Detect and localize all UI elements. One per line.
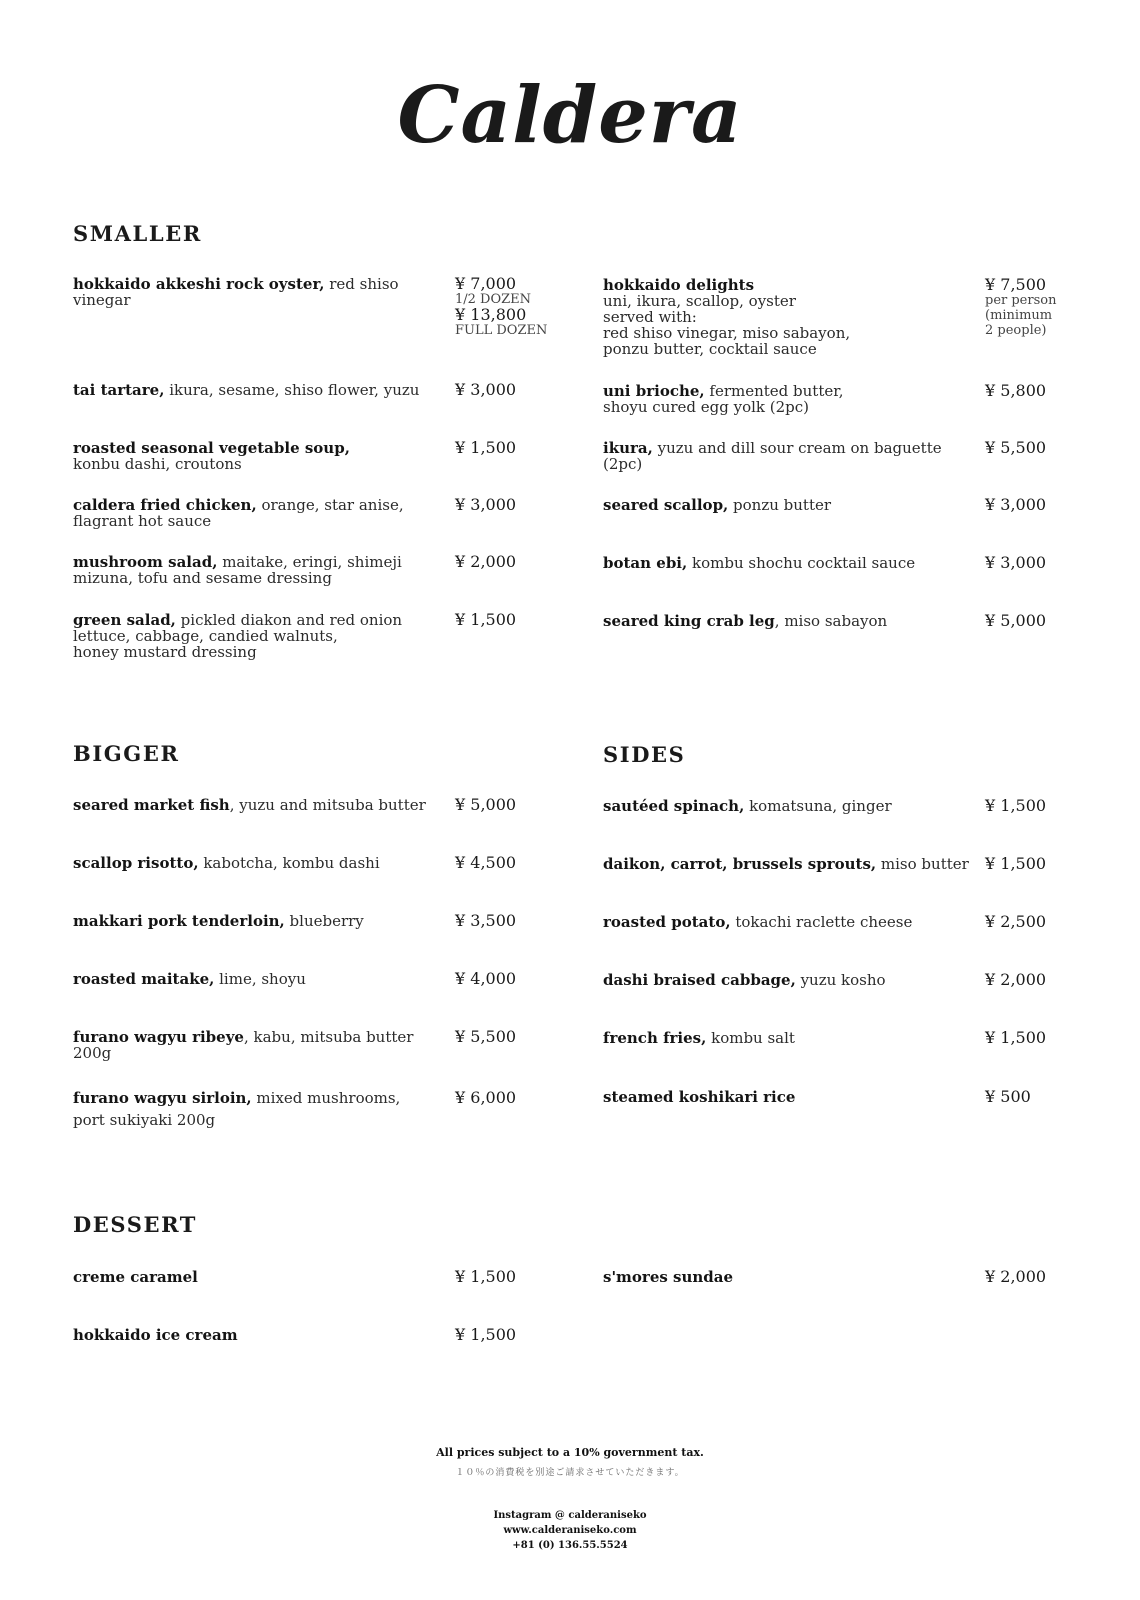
price-fried-chicken: ¥ 3,000 — [455, 495, 517, 514]
section-title-dessert: DESSERT — [73, 1212, 198, 1237]
menu-item-roasted-potato — [603, 914, 973, 930]
price-braised-cabbage: ¥ 2,000 — [985, 970, 1047, 989]
menu-item-market-fish — [73, 797, 443, 813]
menu-item-pork-tenderloin — [73, 913, 443, 929]
item-desc-line2: port sukiyaki 200g — [73, 1111, 216, 1129]
section-title-smaller: SMALLER — [73, 221, 202, 246]
item-desc: tokachi raclette cheese — [730, 913, 913, 931]
item-desc-line2: flagrant hot sauce — [73, 512, 212, 530]
item-desc: uni, ikura, scallop, oyster — [603, 292, 796, 310]
menu-item-ice-cream — [73, 1327, 443, 1343]
price-roasted-potato: ¥ 2,500 — [985, 912, 1047, 931]
menu-item-scallop-risotto — [73, 855, 443, 871]
instagram-handle: Instagram @ calderaniseko — [493, 1510, 647, 1521]
menu-item-seared-scallop — [603, 497, 973, 513]
price-value: ¥ 7,500 — [985, 275, 1047, 294]
item-name: roasted potato, — [603, 913, 731, 931]
menu-item-uni-brioche — [603, 383, 973, 415]
item-name: mushroom salad, — [73, 553, 218, 571]
price-smores-sundae: ¥ 2,000 — [985, 1267, 1047, 1286]
item-desc-line2: served with: — [603, 308, 697, 326]
item-desc-line2: shoyu cured egg yolk (2pc) — [603, 398, 810, 416]
item-name: hokkaido akkeshi rock oyster, — [73, 275, 325, 293]
menu-item-wagyu-ribeye — [73, 1029, 443, 1061]
item-name: daikon, carrot, brussels sprouts, — [603, 855, 877, 873]
item-desc: , miso sabayon — [774, 612, 888, 630]
item-name: scallop risotto, — [73, 854, 199, 872]
price-hokkaido-delights — [985, 277, 1056, 338]
item-name: french fries, — [603, 1029, 707, 1047]
menu-item-oyster — [73, 276, 443, 308]
menu-item-daikon-carrot — [603, 856, 973, 872]
menu-item-braised-cabbage — [603, 972, 973, 988]
price-note: per person — [985, 293, 1057, 308]
item-desc: komatsuna, ginger — [744, 797, 892, 815]
menu-item-mushroom-salad — [73, 554, 443, 586]
item-name: makkari pork tenderloin, — [73, 912, 285, 930]
price-wagyu-ribeye: ¥ 5,500 — [455, 1027, 517, 1046]
website-url: www.calderaniseko.com — [503, 1525, 637, 1536]
price-daikon-carrot: ¥ 1,500 — [985, 854, 1047, 873]
item-desc: blueberry — [284, 912, 364, 930]
item-desc: orange, star anise, — [256, 496, 404, 514]
menu-item-spinach — [603, 798, 973, 814]
item-desc: , yuzu and mitsuba butter — [229, 796, 426, 814]
price-french-fries: ¥ 1,500 — [985, 1028, 1047, 1047]
price-oyster — [455, 276, 547, 338]
menu-item-vegetable-soup — [73, 440, 443, 472]
item-desc: , kabu, mitsuba butter 200g — [73, 1028, 414, 1062]
price-ice-cream: ¥ 1,500 — [455, 1325, 517, 1344]
item-name: green salad, — [73, 611, 176, 629]
item-name: steamed koshikari rice — [603, 1088, 796, 1106]
item-name: uni brioche, — [603, 382, 705, 400]
tax-notice-japanese: １０％の消費税を別途ご請求させていただきます。 — [455, 1468, 685, 1478]
item-desc: yuzu kosho — [795, 971, 886, 989]
price-note-half-dozen: 1/2 DOZEN — [455, 292, 532, 307]
menu-item-fried-chicken — [73, 497, 443, 529]
section-title-bigger: BIGGER — [73, 741, 180, 766]
menu-item-koshikari-rice — [603, 1089, 973, 1105]
caldera-logo: Caldera — [397, 70, 743, 161]
item-desc: kombu salt — [706, 1029, 795, 1047]
price-mushroom-salad: ¥ 2,000 — [455, 552, 517, 571]
item-desc: maitake, eringi, shimeji — [217, 553, 402, 571]
item-name: caldera fried chicken, — [73, 496, 257, 514]
item-name: creme caramel — [73, 1268, 198, 1286]
price-wagyu-sirloin: ¥ 6,000 — [455, 1088, 517, 1107]
item-desc: ikura, sesame, shiso flower, yuzu — [164, 381, 420, 399]
price-scallop-risotto: ¥ 4,500 — [455, 853, 517, 872]
item-name: roasted maitake, — [73, 970, 215, 988]
price-note-line3: 2 people) — [985, 323, 1047, 338]
price-green-salad: ¥ 1,500 — [455, 610, 517, 629]
item-name: furano wagyu ribeye — [73, 1028, 244, 1046]
item-desc: yuzu and dill sour cream on baguette (2pc) — [603, 439, 942, 473]
item-name: dashi braised cabbage, — [603, 971, 796, 989]
item-name: sautéed spinach, — [603, 797, 745, 815]
item-desc: lime, shoyu — [214, 970, 306, 988]
item-name: roasted seasonal vegetable soup, — [73, 439, 350, 457]
menu-item-hokkaido-delights — [603, 277, 973, 357]
item-desc-line3: red shiso vinegar, miso sabayon, — [603, 324, 851, 342]
menu-item-ikura — [603, 440, 973, 472]
phone-number: +81 (0) 136.55.5524 — [512, 1540, 628, 1551]
item-desc-line3: honey mustard dressing — [73, 643, 257, 661]
price-pork-tenderloin: ¥ 3,500 — [455, 911, 517, 930]
item-name: hokkaido ice cream — [73, 1326, 238, 1344]
section-title-sides: SIDES — [603, 742, 686, 767]
footer — [0, 1446, 1140, 1553]
item-name: botan ebi, — [603, 554, 688, 572]
item-name: tai tartare, — [73, 381, 165, 399]
item-desc: mixed mushrooms, — [251, 1089, 401, 1107]
item-name: hokkaido delights — [603, 276, 755, 294]
item-name: s'mores sundae — [603, 1268, 734, 1286]
item-desc-line4: ponzu butter, cocktail sauce — [603, 340, 817, 358]
price-roasted-maitake: ¥ 4,000 — [455, 969, 517, 988]
menu-item-botan-ebi — [603, 555, 973, 571]
item-desc: kombu shochu cocktail sauce — [687, 554, 916, 572]
price-full-dozen: ¥ 13,800 — [455, 305, 527, 324]
item-name: furano wagyu sirloin, — [73, 1089, 252, 1107]
menu-item-french-fries — [603, 1030, 973, 1046]
price-king-crab: ¥ 5,000 — [985, 611, 1047, 630]
price-half-dozen: ¥ 7,000 — [455, 274, 517, 293]
item-desc: kabotcha, kombu dashi — [198, 854, 380, 872]
price-seared-scallop: ¥ 3,000 — [985, 495, 1047, 514]
price-tai-tartare: ¥ 3,000 — [455, 380, 517, 399]
item-desc: miso butter — [876, 855, 969, 873]
menu-item-wagyu-sirloin — [73, 1087, 443, 1131]
price-ikura: ¥ 5,500 — [985, 438, 1047, 457]
item-name: seared king crab leg — [603, 612, 775, 630]
item-desc: fermented butter, — [704, 382, 844, 400]
menu-item-king-crab — [603, 613, 973, 629]
price-vegetable-soup: ¥ 1,500 — [455, 438, 517, 457]
menu-item-green-salad — [73, 612, 443, 660]
menu-item-creme-caramel — [73, 1269, 443, 1285]
price-creme-caramel: ¥ 1,500 — [455, 1267, 517, 1286]
item-name: seared market fish — [73, 796, 230, 814]
price-botan-ebi: ¥ 3,000 — [985, 553, 1047, 572]
item-desc: pickled diakon and red onion — [175, 611, 403, 629]
price-spinach: ¥ 1,500 — [985, 796, 1047, 815]
menu-item-smores-sundae — [603, 1269, 973, 1285]
item-desc: konbu dashi, croutons — [73, 455, 242, 473]
item-name: seared scallop, — [603, 496, 729, 514]
menu-item-tai-tartare — [73, 382, 443, 398]
price-note-full-dozen: FULL DOZEN — [455, 323, 548, 338]
menu-item-roasted-maitake — [73, 971, 443, 987]
item-desc: ponzu butter — [728, 496, 832, 514]
price-koshikari-rice: ¥ 500 — [985, 1087, 1031, 1106]
item-desc-line2: mizuna, tofu and sesame dressing — [73, 569, 332, 587]
tax-notice: All prices subject to a 10% government tax. — [436, 1446, 704, 1459]
price-uni-brioche: ¥ 5,800 — [985, 381, 1047, 400]
price-market-fish: ¥ 5,000 — [455, 795, 517, 814]
price-note-line2: (minimum — [985, 308, 1053, 323]
item-desc-line2: lettuce, cabbage, candied walnuts, — [73, 627, 338, 645]
item-name: ikura, — [603, 439, 653, 457]
item-desc: red shiso vinegar — [73, 275, 399, 309]
